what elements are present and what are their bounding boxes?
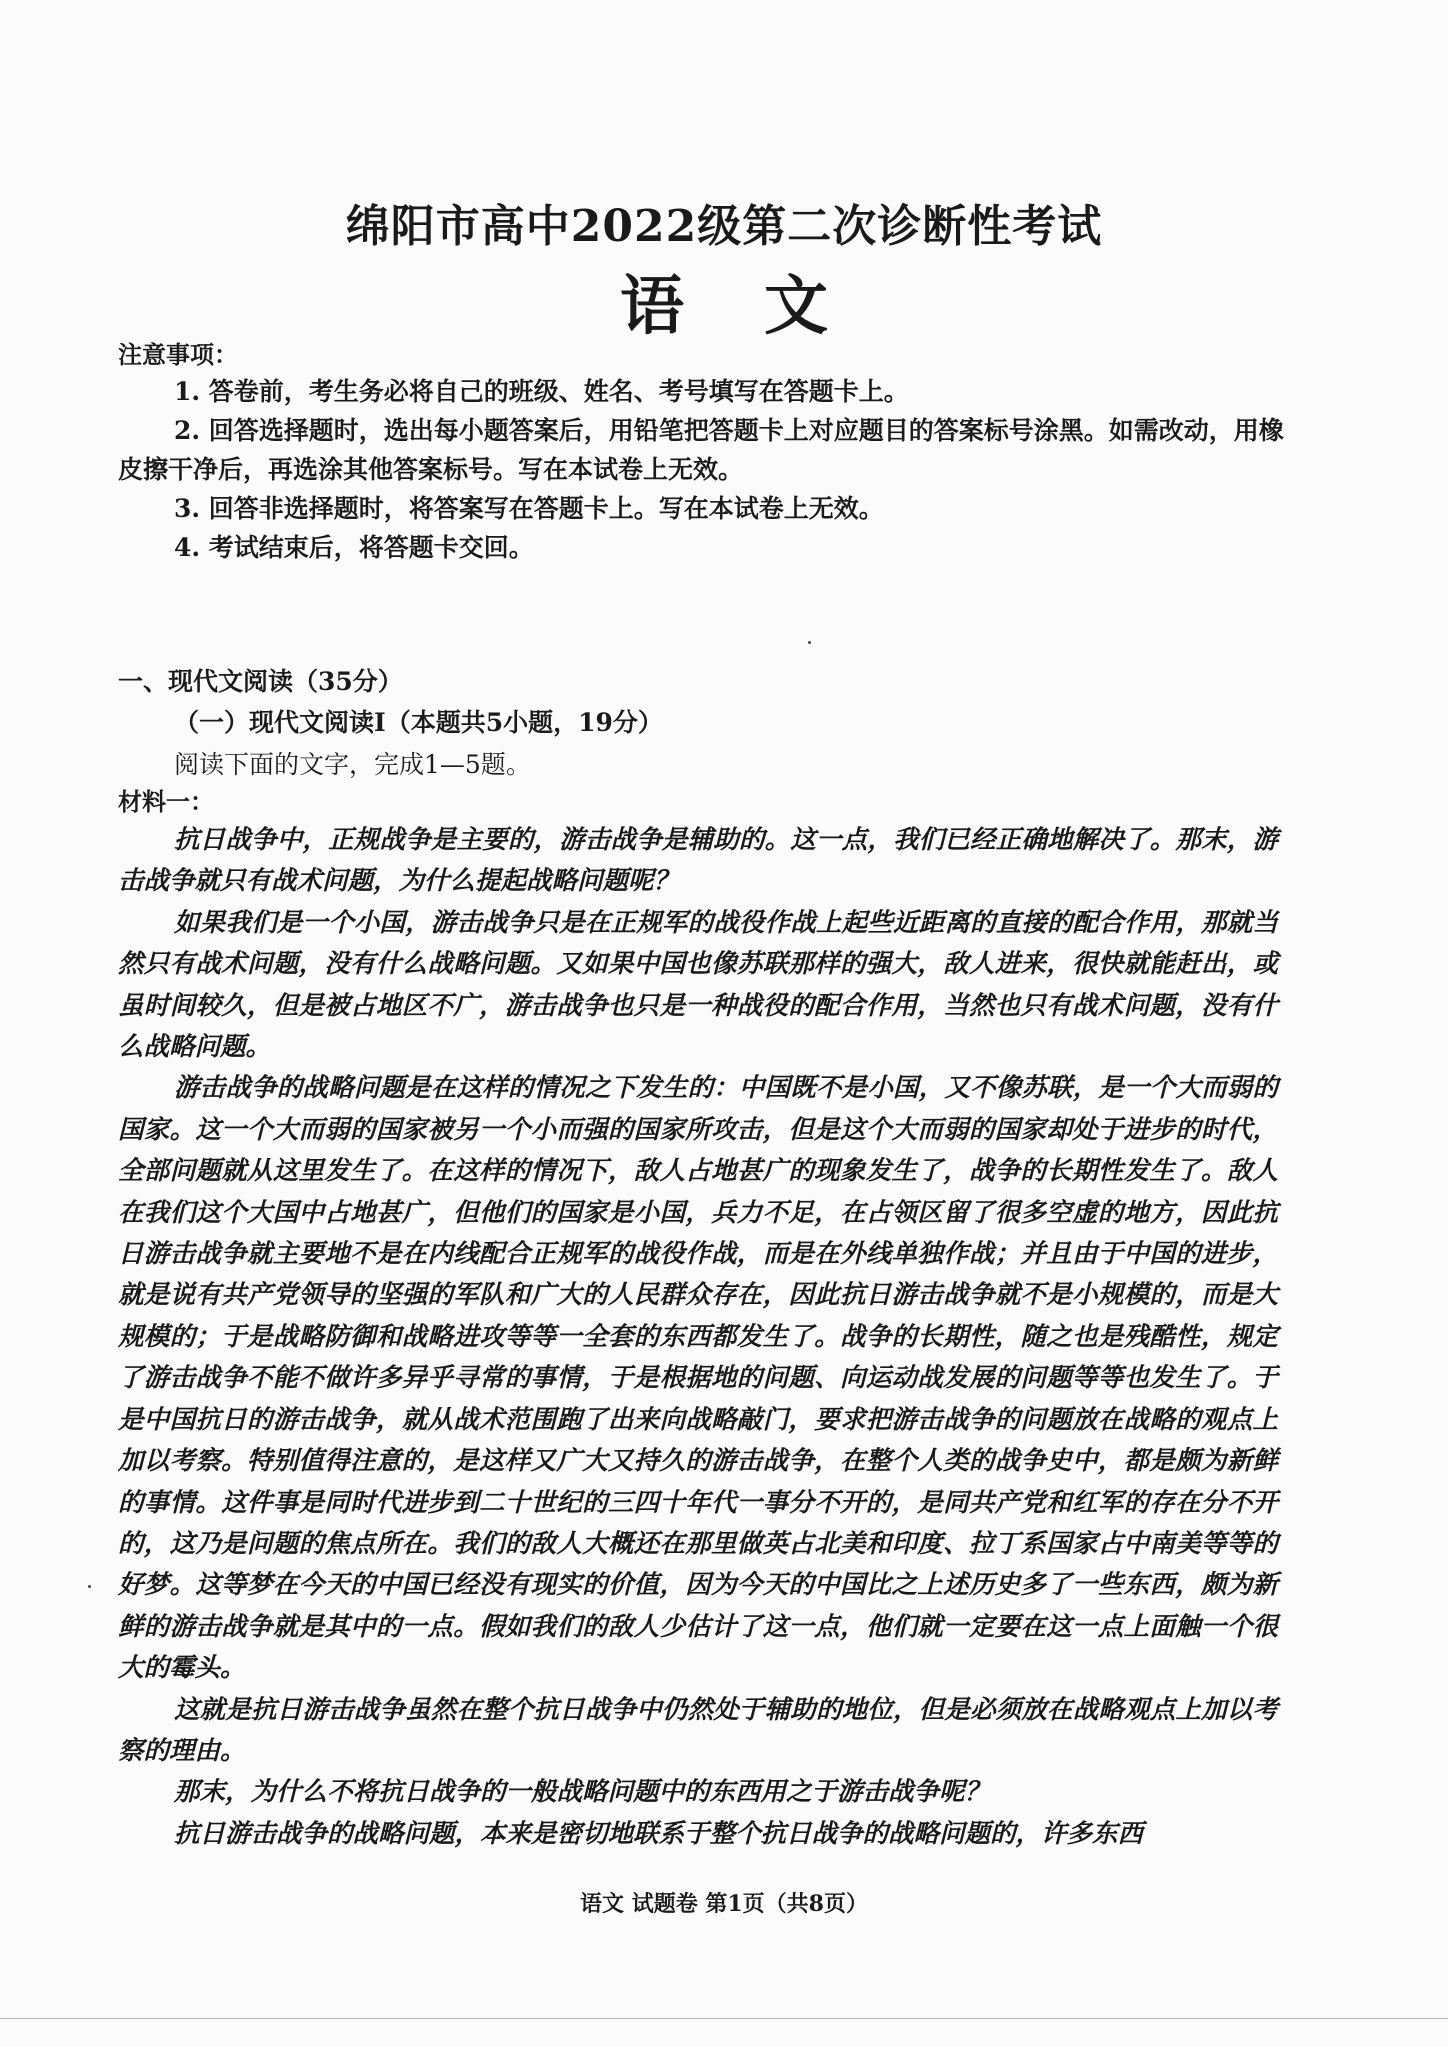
scan-speck (88, 1585, 91, 1588)
notice-list (118, 372, 1308, 567)
notice-item: 3. 回答非选择题时，将答案写在答题卡上。写在本试卷上无效。 (174, 494, 884, 523)
subject-title: 语文 (620, 269, 908, 344)
exam-title: 绵阳市高中2022级第二次诊断性考试 (345, 201, 1103, 252)
passage-paragraph: 游击战争的战略问题是在这样的情况之下发生的：中国既不是小国，又不像苏联，是一个大而弱的国家。这一个大而弱的国家被另一个小而强的国家所攻击，但是这个大而弱的国家却处于进步的时代，全部问题就从这里发生了。在这样的情况下，敌人占地甚广的现象发生了，战争的长期性发生了。敌人在我们这个大国中占地甚广，但他们的国家是小国，兵力不足，在占领区留了很多空虚的地方，因此抗日游击战争就主要地不是在内线配合正规军的战役作战，而是在外线单独作战；并且由于中国的进步，就是说有共产党领导的坚强的军队和广大的人民群众存在，因此抗日游击战争就不是小规模的，而是大规模的；于是战略防御和战略进攻等等一全套的东西都发生了。战争的长期性，随之也是残酷性，规定了游击战争不能不做许多异乎寻常的事情，于是根据地的问题、向运动战发展的问题等等也发生了。于是中国抗日的游击战争，就从战术范围跑了出来向战略敲门，要求把游击战争的问题放在战略的观点上加以考察。特别值得注意的，是这样又广大又持久的游击战争，在整个人类的战争史中，都是颇为新鲜的事情。这件事是同时代进步到二十世纪的三四十年代一事分不开的，是同共产党和红军的存在分不开的，这乃是问题的焦点所在。我们的敌人大概还在那里做英占北美和印度、拉丁系国家占中南美等等的好梦。这等梦在今天的中国已经没有现实的价值，因为今天的中国比之上述历史多了一些东西，颇为新鲜的游击战争就是其中的一点。假如我们的敌人少估计了这一点，他们就一定要在这一点上面触一个很大的霉头。 (118, 1073, 1278, 1684)
notice-heading: 注意事项： (118, 340, 238, 369)
passage-paragraph: 如果我们是一个小国，游击战争只是在正规军的战役作战上起些近距离的直接的配合作用，那就当然只有战术问题，没有什么战略问题。又如果中国也像苏联那样的强大，敌人进来，很快就能赶出，或虽时间较久，但是被占地区不广，游击战争也只是一种战役的配合作用，当然也只有战术问题，没有什么战略问题。 (118, 907, 1278, 1063)
reading-passage (118, 820, 1278, 1855)
passage-paragraph: 这就是抗日游击战争虽然在整个抗日战争中仍然处于辅助的地位，但是必须放在战略观点上加以考察的理由。 (118, 1694, 1278, 1766)
scan-speck (808, 641, 811, 644)
passage-paragraph: 抗日游击战争的战略问题，本来是密切地联系于整个抗日战争的战略问题的，许多东西 (174, 1818, 1144, 1849)
notice-item: 1. 答卷前，考生务必将自己的班级、姓名、考号填写在答题卡上。 (174, 377, 909, 406)
passage-paragraph: 那末，为什么不将抗日战争的一般战略问题中的东西用之于游击战争呢？ (174, 1777, 991, 1808)
scan-artifact-line (0, 2018, 1448, 2019)
reading-instruction: 阅读下面的文字，完成1—5题。 (174, 750, 531, 779)
notice-item: 2. 回答选择题时，选出每小题答案后，用铅笔把答题卡上对应题目的答案标号涂黑。如需改动，用橡皮擦干净后，再选涂其他答案标号。写在本试卷上无效。 (118, 416, 1284, 484)
material-label: 材料一： (118, 787, 214, 816)
section-title: 一、现代文阅读（35分） (118, 667, 403, 696)
notice-item: 4. 考试结束后，将答题卡交回。 (174, 533, 534, 562)
page-footer: 语文 试题卷 第1页（共8页） (580, 1891, 868, 1917)
passage-paragraph: 抗日战争中，正规战争是主要的，游击战争是辅助的。这一点，我们已经正确地解决了。那末，游击战争就只有战术问题，为什么提起战略问题呢？ (118, 825, 1278, 897)
subsection-title: （一）现代文阅读Ⅰ（本题共5小题，19分） (174, 708, 663, 737)
